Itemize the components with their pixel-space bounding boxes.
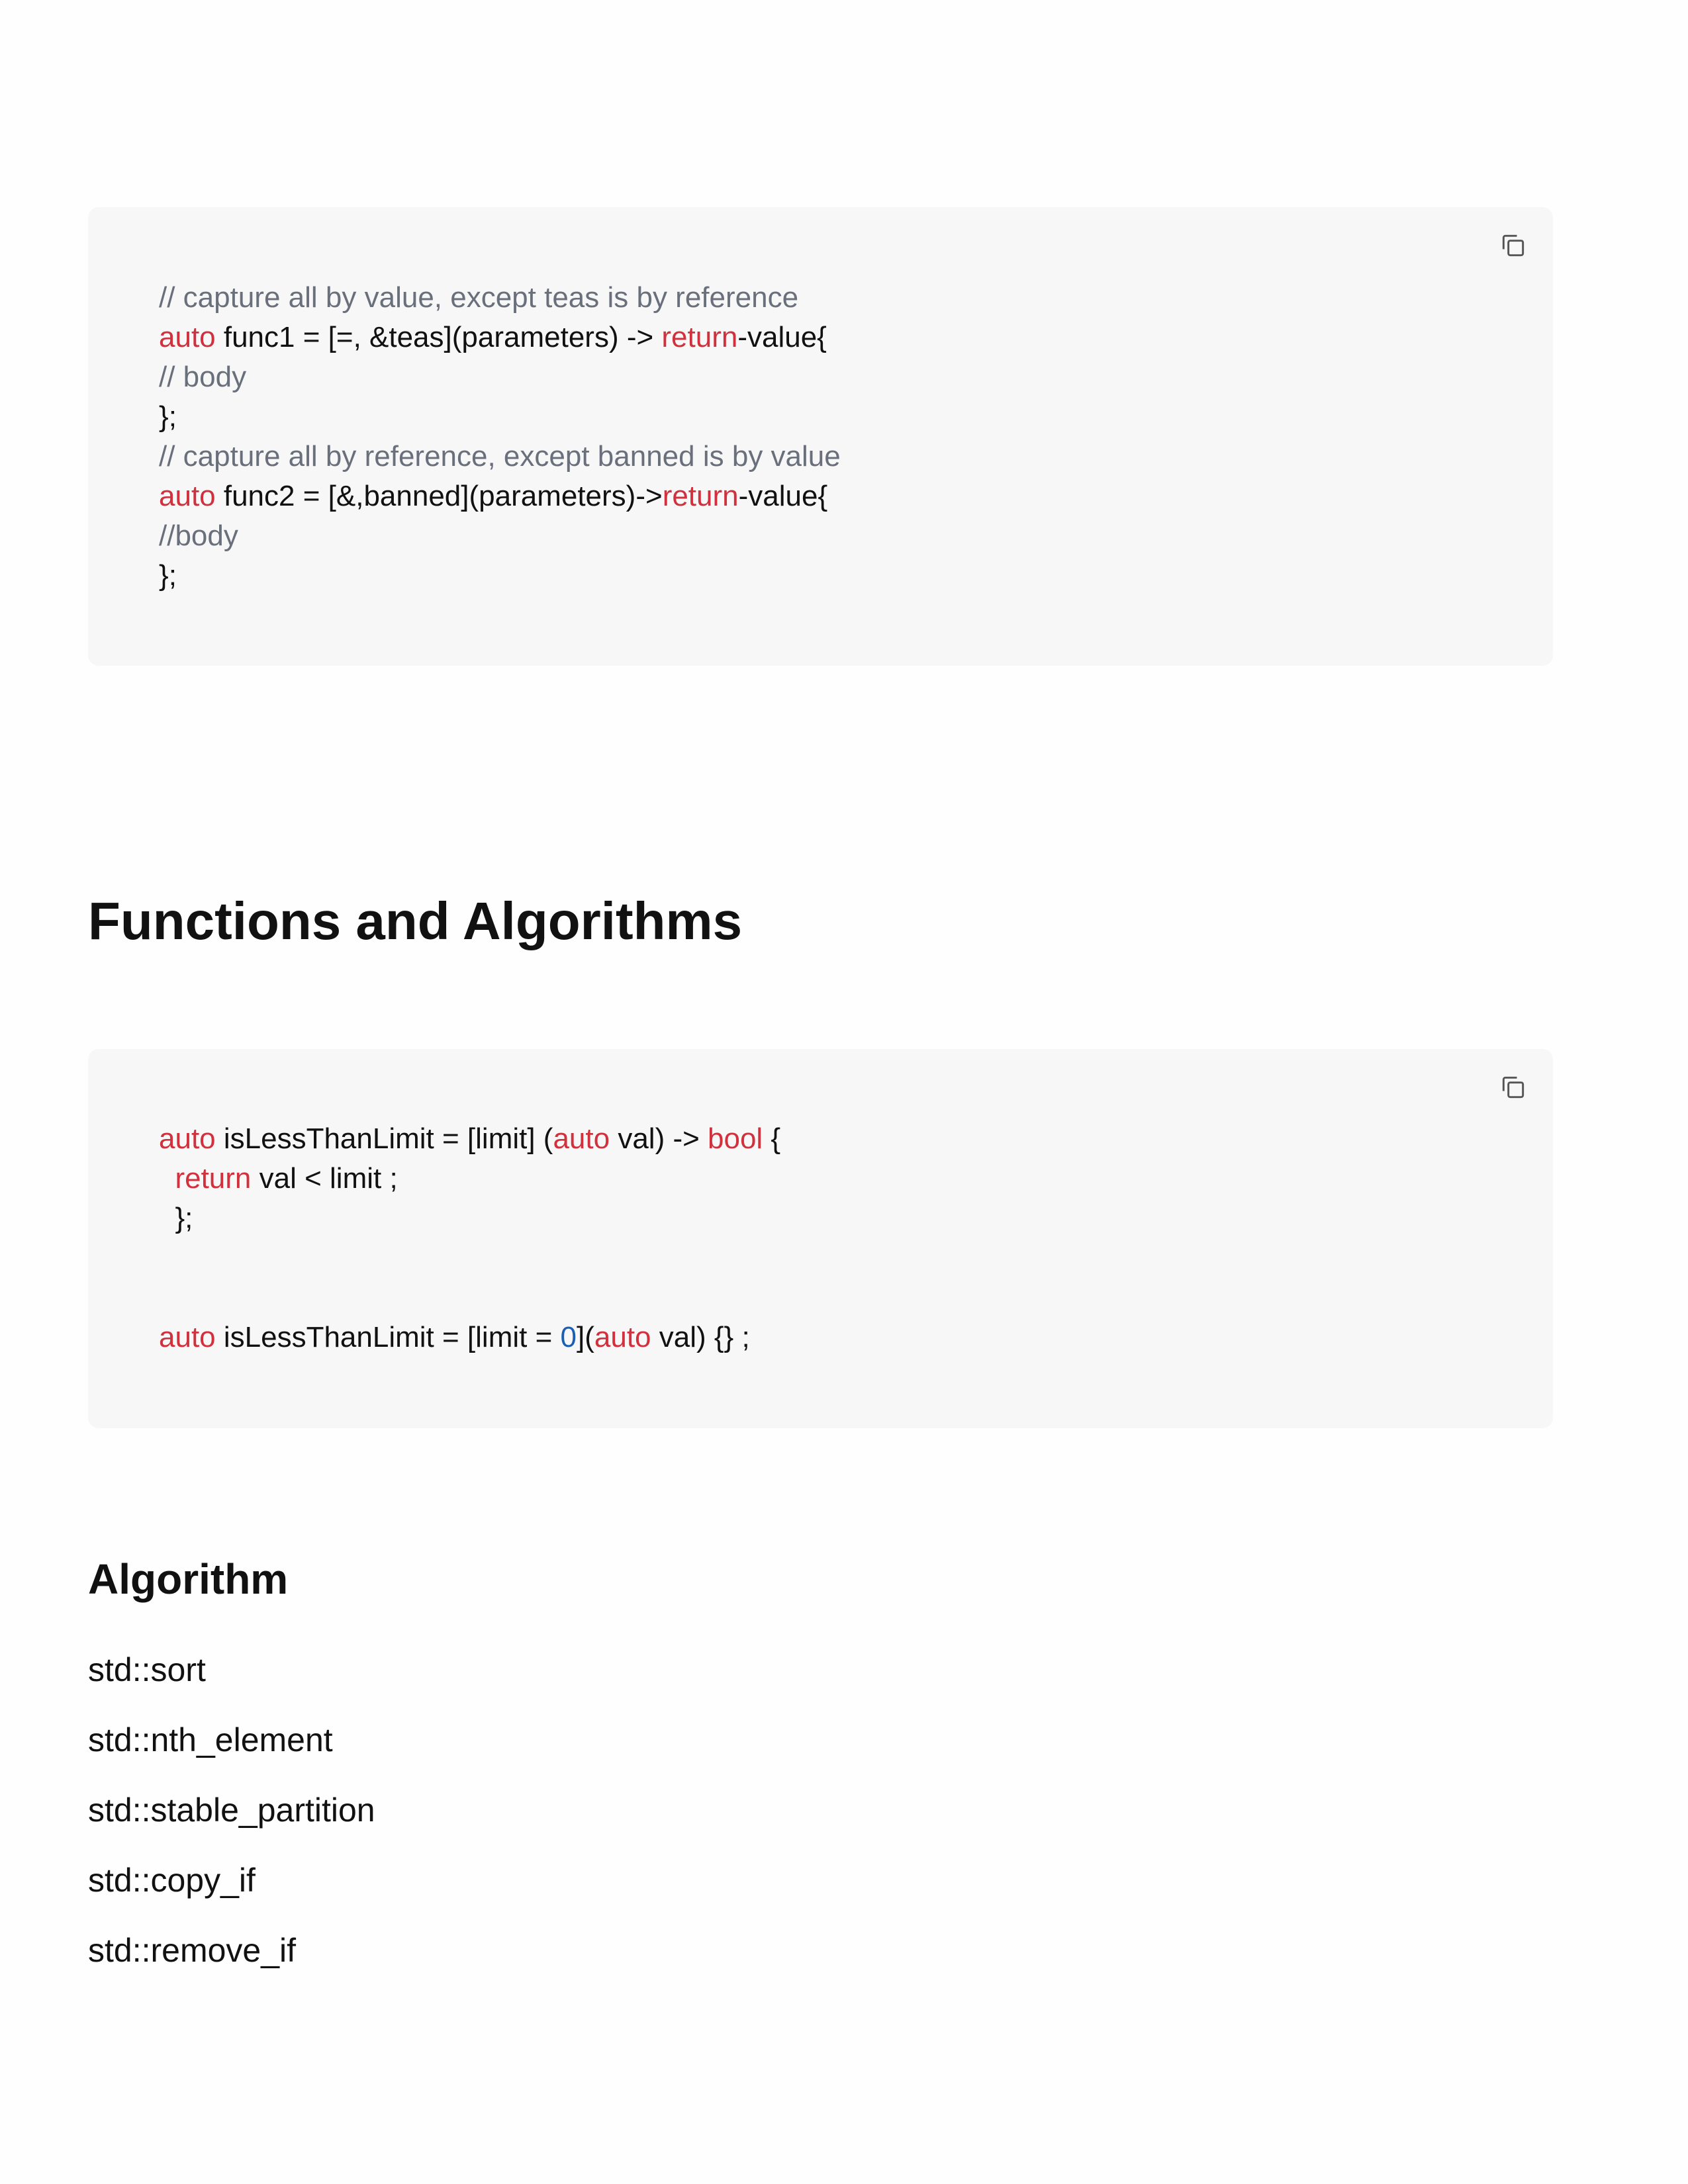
list-item: std::stable_partition [88,1792,375,1829]
code-token: ]( [576,1321,594,1353]
code-line [159,1318,780,1357]
code-token: bool [708,1122,763,1155]
code-token: val) {} ; [651,1321,750,1353]
code-block-lambda-capture [88,207,1553,666]
code-token: auto [553,1122,610,1155]
copy-icon [1499,1073,1528,1105]
code-content [159,278,841,596]
copy-icon [1499,231,1528,263]
list-item: std::nth_element [88,1721,333,1758]
code-line [159,1119,780,1159]
code-token: func1 = [=, &teas](parameters) -> [215,321,662,353]
code-line [159,477,841,516]
code-token: 0 [560,1321,577,1353]
code-line [159,437,841,477]
code-line [159,556,841,596]
code-token: -value{ [737,321,827,353]
code-line [159,278,841,318]
list-item: std::remove_if [88,1932,297,1969]
code-line [159,1199,780,1238]
code-token: auto [594,1321,651,1353]
code-token: func2 = [&,banned](parameters)-> [215,480,663,512]
section-title: Functions and Algorithms [88,891,743,950]
copy-code-button[interactable] [1495,1070,1532,1107]
code-token: auto [159,321,216,353]
code-token: }; [159,400,177,433]
code-line [159,1238,780,1278]
code-line [159,516,841,556]
code-content [159,1119,780,1357]
list-item: std::copy_if [88,1862,256,1899]
code-token: auto [159,1321,216,1353]
code-token: }; [159,559,177,592]
code-line [159,318,841,357]
algorithm-list [88,1635,375,1985]
code-token: -value{ [738,480,828,512]
code-token: }; [159,1202,193,1234]
code-token: auto [159,1122,216,1155]
code-token: // body [159,361,247,393]
code-token: // capture all by reference, except banned is by value [159,440,841,473]
code-token: isLessThanLimit = [limit] ( [215,1122,553,1155]
code-token: // capture all by value, except teas is by reference [159,281,799,314]
code-line [159,1159,780,1199]
code-token: return [661,321,738,353]
list-item: std::sort [88,1651,206,1688]
code-token [159,1162,175,1195]
code-token: { [763,1122,781,1155]
code-token: return [175,1162,252,1195]
code-token: auto [159,480,216,512]
code-token: //body [159,520,238,552]
code-token: val) -> [610,1122,708,1155]
code-line [159,397,841,437]
copy-code-button[interactable] [1495,228,1532,265]
code-token: isLessThanLimit = [limit = [215,1321,561,1353]
code-line [159,357,841,397]
code-token: return [662,480,739,512]
code-block-is-less-than-limit [88,1049,1553,1428]
code-token: val < limit ; [251,1162,398,1195]
code-line [159,1278,780,1318]
subsection-title: Algorithm [88,1555,289,1603]
